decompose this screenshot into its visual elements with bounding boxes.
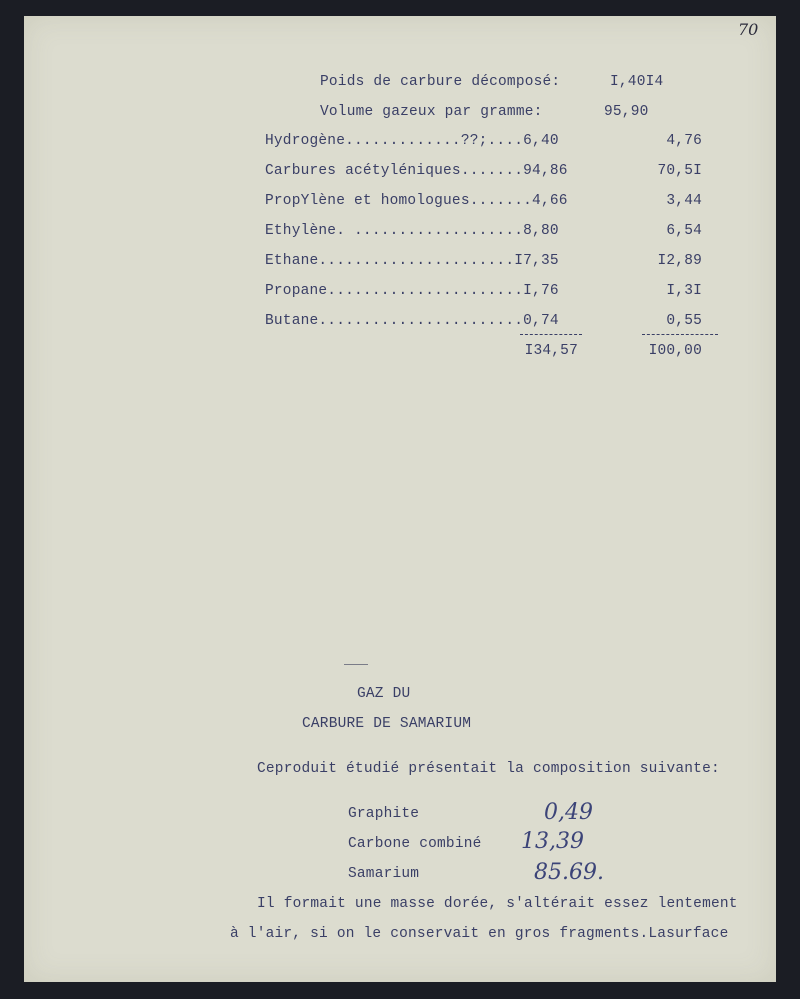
section-divider (344, 664, 368, 665)
gas-volume-value: 95,90 (604, 104, 649, 120)
total-rule-percent (642, 334, 718, 335)
table-row-percent: 70,5I (657, 163, 702, 179)
composition-value: 0,49 (544, 800, 593, 825)
carbide-weight-label: Poids de carbure décomposé: (320, 74, 561, 90)
table-row-label: PropYlène et homologues.......4,66 (265, 193, 568, 209)
table-row-percent: 6,54 (666, 223, 702, 239)
composition-label: Carbone combiné (348, 836, 482, 852)
table-row-percent: I,3I (666, 283, 702, 299)
gas-volume-label: Volume gazeux par gramme: (320, 104, 543, 120)
intro-sentence: Ceproduit étudié présentait la composition suivante: (257, 761, 720, 777)
total-volume: I34,57 (524, 343, 578, 359)
carbide-weight-value: I,40I4 (610, 74, 664, 90)
table-row-percent: 4,76 (666, 133, 702, 149)
composition-value: 13,39 (521, 829, 584, 854)
total-percent: I00,00 (648, 343, 702, 359)
table-row-label: Butane.......................0,74 (265, 313, 559, 329)
composition-label: Graphite (348, 806, 420, 822)
composition-label: Samarium (348, 866, 420, 882)
document-page (24, 16, 776, 982)
paragraph-line: à l'air, si on le conservait en gros fragments.Lasurface (230, 926, 729, 942)
table-row-percent: 0,55 (666, 313, 702, 329)
page-number: 70 (738, 20, 759, 39)
table-row-percent: I2,89 (657, 253, 702, 269)
table-row-label: Propane......................I,76 (265, 283, 559, 299)
table-row-label: Ethane......................I7,35 (265, 253, 559, 269)
table-row-label: Hydrogène.............??;....6,40 (265, 133, 559, 149)
section-title-line1: GAZ DU (357, 686, 411, 702)
paragraph-line: Il formait une masse dorée, s'altérait essez lentement (257, 896, 738, 912)
table-row-label: Ethylène. ...................8,80 (265, 223, 559, 239)
table-row-percent: 3,44 (666, 193, 702, 209)
composition-value: 85.69. (534, 860, 604, 885)
section-title-line2: CARBURE DE SAMARIUM (302, 716, 472, 732)
total-rule-volume (520, 334, 582, 335)
table-row-label: Carbures acétyléniques.......94,86 (265, 163, 568, 179)
